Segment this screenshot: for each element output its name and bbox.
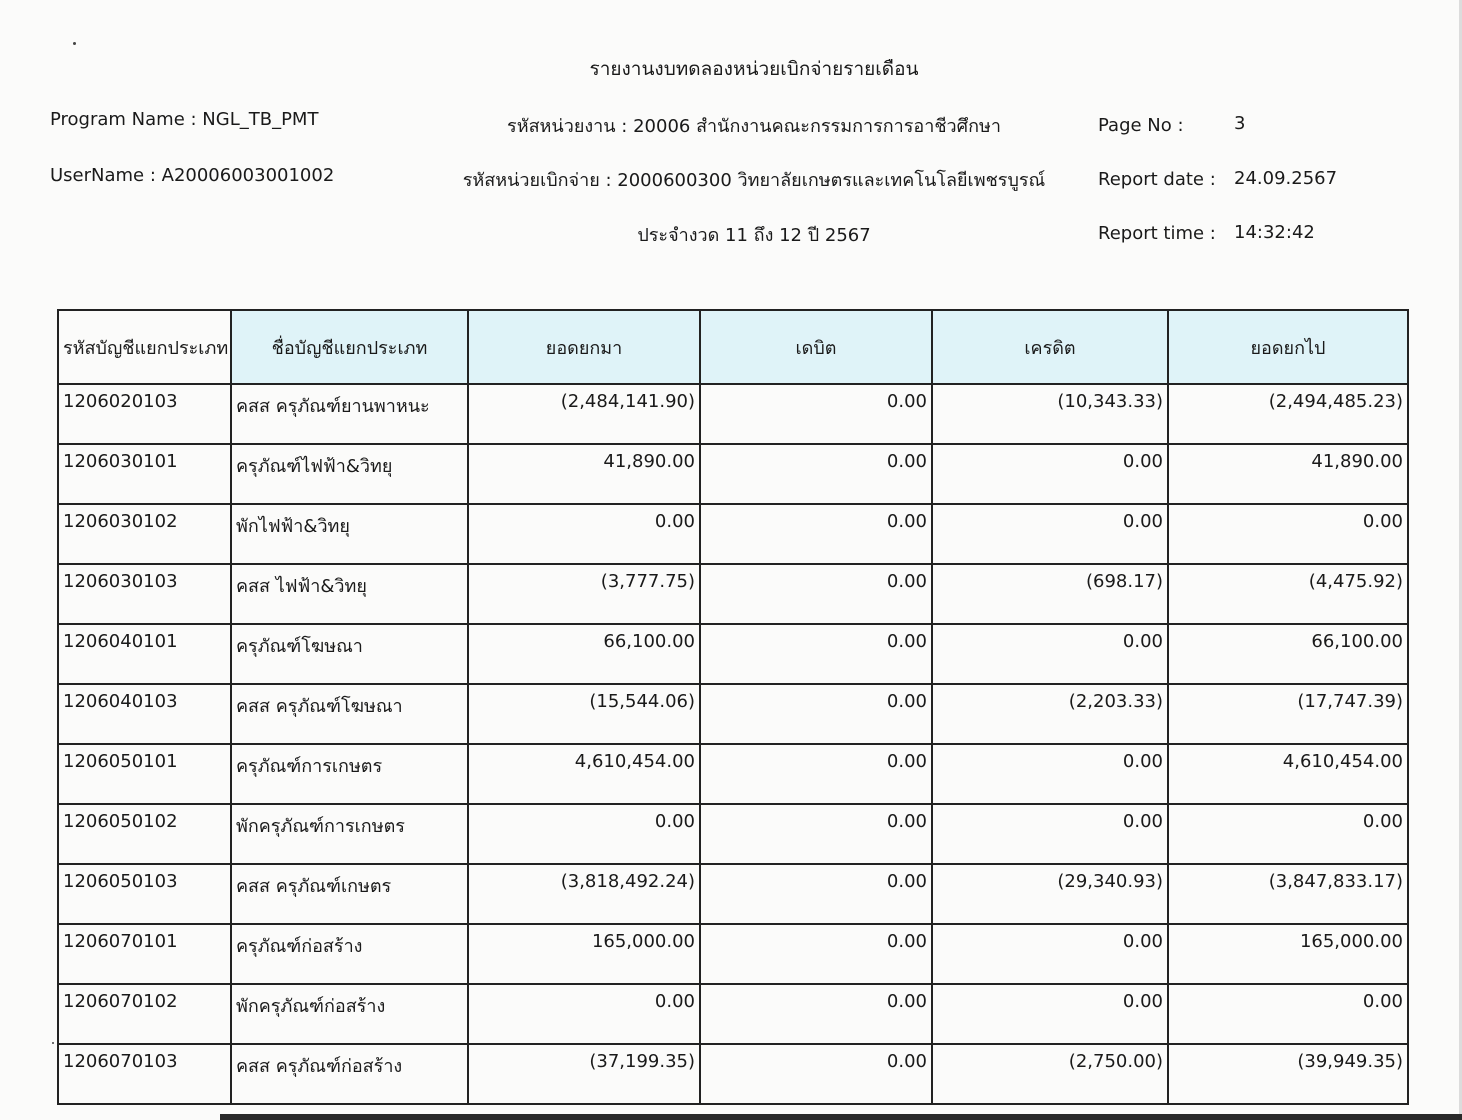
- report-date-value: 24.09.2567: [1234, 168, 1338, 189]
- carried-forward-cell: 41,890.00: [1168, 444, 1408, 504]
- brought-forward-cell: 0.00: [468, 804, 700, 864]
- debit-cell: 0.00: [700, 564, 932, 624]
- table-row: [58, 684, 1408, 744]
- report-title: รายงานงบทดลองหน่วยเบิกจ่ายรายเดือน: [589, 58, 919, 80]
- account-code-cell: 1206070102: [58, 984, 231, 1044]
- account-code-cell: 1206040103: [58, 684, 231, 744]
- table-row: [58, 384, 1408, 444]
- table-row: [58, 984, 1408, 1044]
- account-name-cell: ครุภัณฑ์โฆษณา: [231, 624, 468, 684]
- account-name-cell: ครุภัณฑ์การเกษตร: [231, 744, 468, 804]
- debit-cell: 0.00: [700, 444, 932, 504]
- user-name: UserName : A20006003001002: [50, 165, 335, 186]
- credit-cell: 0.00: [932, 744, 1168, 804]
- account-name-cell: ครุภัณฑ์ก่อสร้าง: [231, 924, 468, 984]
- scan-shadow: [220, 1114, 1462, 1120]
- report-time-value: 14:32:42: [1234, 222, 1315, 243]
- credit-cell: 0.00: [932, 804, 1168, 864]
- account-name-cell: คสส ครุภัณฑ์เกษตร: [231, 864, 468, 924]
- carried-forward-cell: 0.00: [1168, 804, 1408, 864]
- account-code-cell: 1206040101: [58, 624, 231, 684]
- debit-cell: 0.00: [700, 684, 932, 744]
- credit-cell: (698.17): [932, 564, 1168, 624]
- brought-forward-cell: 66,100.00: [468, 624, 700, 684]
- credit-cell: (29,340.93): [932, 864, 1168, 924]
- table-header-row: [58, 310, 1408, 384]
- account-name-cell: พักครุภัณฑ์การเกษตร: [231, 804, 468, 864]
- trial-balance-table: [57, 309, 1409, 1105]
- debit-cell: 0.00: [700, 504, 932, 564]
- account-name-cell: พักไฟฟ้า&วิทยุ: [231, 504, 468, 564]
- credit-cell: 0.00: [932, 504, 1168, 564]
- account-code-cell: 1206030103: [58, 564, 231, 624]
- brought-forward-cell: 0.00: [468, 504, 700, 564]
- carried-forward-cell: (2,494,485.23): [1168, 384, 1408, 444]
- credit-cell: (2,203.33): [932, 684, 1168, 744]
- debit-cell: 0.00: [700, 804, 932, 864]
- header-credit: เครดิต: [932, 310, 1168, 384]
- page-no-value: 3: [1234, 113, 1246, 134]
- account-code-cell: 1206050101: [58, 744, 231, 804]
- carried-forward-cell: (3,847,833.17): [1168, 864, 1408, 924]
- header-carried-forward: ยอดยกไป: [1168, 310, 1408, 384]
- brought-forward-cell: 41,890.00: [468, 444, 700, 504]
- debit-cell: 0.00: [700, 1044, 932, 1104]
- account-name-cell: ครุภัณฑ์ไฟฟ้า&วิทยุ: [231, 444, 468, 504]
- account-code-cell: 1206050102: [58, 804, 231, 864]
- brought-forward-cell: 0.00: [468, 984, 700, 1044]
- debit-cell: 0.00: [700, 864, 932, 924]
- carried-forward-cell: (39,949.35): [1168, 1044, 1408, 1104]
- account-code-cell: 1206070101: [58, 924, 231, 984]
- table-row: [58, 864, 1408, 924]
- agency-code: รหัสหน่วยงาน : 20006 สำนักงานคณะกรรมการการอาชีวศึกษา: [507, 116, 1001, 137]
- table-row: [58, 564, 1408, 624]
- account-name-cell: คสส ครุภัณฑ์ยานพาหนะ: [231, 384, 468, 444]
- debit-cell: 0.00: [700, 624, 932, 684]
- table-row: [58, 444, 1408, 504]
- brought-forward-cell: (15,544.06): [468, 684, 700, 744]
- account-name-cell: พักครุภัณฑ์ก่อสร้าง: [231, 984, 468, 1044]
- carried-forward-cell: 4,610,454.00: [1168, 744, 1408, 804]
- debit-cell: 0.00: [700, 744, 932, 804]
- brought-forward-cell: (2,484,141.90): [468, 384, 700, 444]
- account-code-cell: 1206030101: [58, 444, 231, 504]
- scan-speck: [52, 1042, 54, 1044]
- carried-forward-cell: (17,747.39): [1168, 684, 1408, 744]
- disbursing-unit-code: รหัสหน่วยเบิกจ่าย : 2000600300 วิทยาลัยเกษตรและเทคโนโลยีเพชรบูรณ์: [462, 170, 1046, 191]
- account-code-cell: 1206050103: [58, 864, 231, 924]
- program-name: Program Name : NGL_TB_PMT: [50, 109, 319, 130]
- table-body: [58, 384, 1408, 1104]
- brought-forward-cell: (37,199.35): [468, 1044, 700, 1104]
- debit-cell: 0.00: [700, 984, 932, 1044]
- carried-forward-cell: (4,475.92): [1168, 564, 1408, 624]
- table-row: [58, 504, 1408, 564]
- account-name-cell: คสส ครุภัณฑ์ก่อสร้าง: [231, 1044, 468, 1104]
- account-code-cell: 1206030102: [58, 504, 231, 564]
- header-brought-forward: ยอดยกมา: [468, 310, 700, 384]
- credit-cell: (10,343.33): [932, 384, 1168, 444]
- header-debit: เดบิต: [700, 310, 932, 384]
- table-row: [58, 1044, 1408, 1104]
- report-period: ประจำงวด 11 ถึง 12 ปี 2567: [637, 225, 871, 246]
- carried-forward-cell: 66,100.00: [1168, 624, 1408, 684]
- carried-forward-cell: 0.00: [1168, 984, 1408, 1044]
- header-account-name: ชื่อบัญชีแยกประเภท: [231, 310, 468, 384]
- credit-cell: 0.00: [932, 924, 1168, 984]
- brought-forward-cell: (3,818,492.24): [468, 864, 700, 924]
- header-account-code: รหัสบัญชีแยกประเภท: [58, 310, 231, 384]
- scan-speck: [73, 42, 76, 45]
- report-date-label: Report date :: [1098, 169, 1216, 190]
- credit-cell: (2,750.00): [932, 1044, 1168, 1104]
- carried-forward-cell: 0.00: [1168, 504, 1408, 564]
- debit-cell: 0.00: [700, 924, 932, 984]
- debit-cell: 0.00: [700, 384, 932, 444]
- report-time-label: Report time :: [1098, 223, 1216, 244]
- brought-forward-cell: 165,000.00: [468, 924, 700, 984]
- carried-forward-cell: 165,000.00: [1168, 924, 1408, 984]
- credit-cell: 0.00: [932, 984, 1168, 1044]
- credit-cell: 0.00: [932, 444, 1168, 504]
- table-row: [58, 624, 1408, 684]
- page-no-label: Page No :: [1098, 115, 1184, 136]
- credit-cell: 0.00: [932, 624, 1168, 684]
- table-row: [58, 804, 1408, 864]
- table-row: [58, 924, 1408, 984]
- table-row: [58, 744, 1408, 804]
- brought-forward-cell: 4,610,454.00: [468, 744, 700, 804]
- account-code-cell: 1206070103: [58, 1044, 231, 1104]
- account-name-cell: คสส ครุภัณฑ์โฆษณา: [231, 684, 468, 744]
- brought-forward-cell: (3,777.75): [468, 564, 700, 624]
- account-code-cell: 1206020103: [58, 384, 231, 444]
- account-name-cell: คสส ไฟฟ้า&วิทยุ: [231, 564, 468, 624]
